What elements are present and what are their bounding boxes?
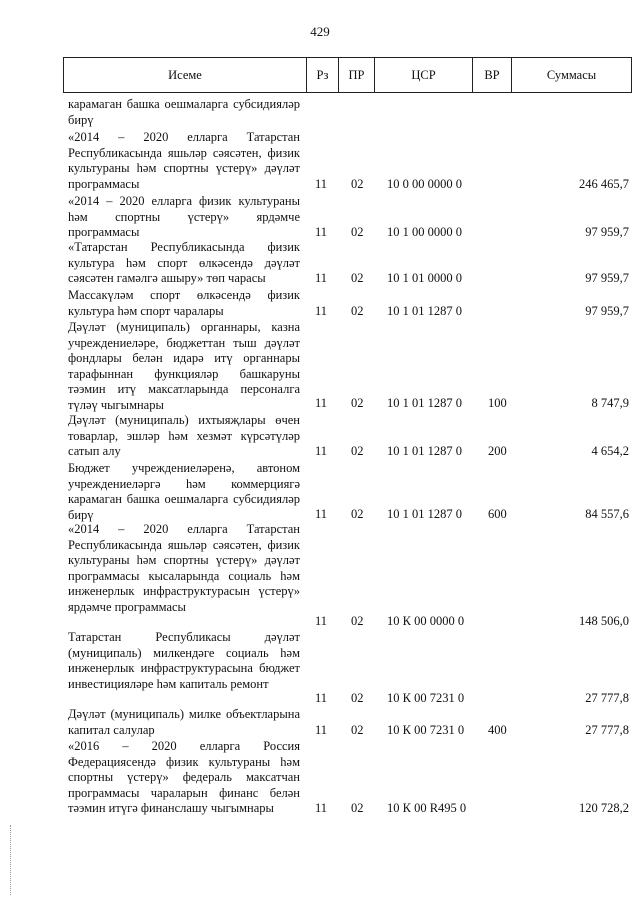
table-row — [63, 707, 632, 738]
row-csr: 10 К 00 0000 0 — [387, 613, 465, 628]
header-name: Исеме — [64, 58, 307, 92]
row-csr: 10 0 00 0000 0 — [387, 176, 462, 191]
row-name: карамаган башка оешмаларга субсидияләр бирү — [68, 97, 300, 127]
row-csr: 10 1 01 1287 0 — [387, 443, 462, 458]
row-pr: 02 — [351, 443, 364, 458]
table-row — [63, 130, 632, 192]
row-sum: 246 465,7 — [579, 176, 629, 191]
row-name: «2014 – 2020 елларга Татарстан Республикасында яшьләр сәясәтен, физик культураны һәм спортны үстерү» дәүләт программасы — [68, 130, 300, 191]
row-pr: 02 — [351, 690, 364, 705]
row-rz: 11 — [315, 506, 328, 521]
table-row — [63, 413, 632, 459]
row-sum: 27 777,8 — [585, 690, 629, 705]
row-sum: 97 959,7 — [585, 270, 629, 285]
row-csr: 10 1 01 1287 0 — [387, 395, 462, 410]
row-name: Массакүләм спорт өлкәсендә физик культура һәм спорт чаралары — [68, 288, 300, 318]
row-sum: 27 777,8 — [585, 722, 629, 737]
row-pr: 02 — [351, 395, 364, 410]
row-name: Дәүләт (муниципаль) ихтыяҗлары өчен товарлар, эшләр һәм хезмәт күрсәтүләр сатып алу — [68, 413, 300, 458]
row-csr: 10 1 01 1287 0 — [387, 303, 462, 318]
table-row — [63, 630, 632, 706]
row-pr: 02 — [351, 800, 364, 815]
row-sum: 8 747,9 — [591, 395, 629, 410]
row-pr: 02 — [351, 303, 364, 318]
table-row — [63, 240, 632, 286]
table-row — [63, 522, 632, 629]
row-name: Дәүләт (муниципаль) органнары, казна учреждениеләре, бюджеттан тыш дәүләт фондлары белән идарә итү органнары тарафыннан функцияләр башкаруны тәэмин итү максатларында персоналга түләү чыгымнары — [68, 320, 300, 412]
row-csr: 10 1 00 0000 0 — [387, 224, 462, 239]
row-name: «2014 – 2020 елларга Татарстан Республикасында яшьләр сәясәтен, физик культураны һәм спортны үстерү» дәүләт программасы кысаларында социаль һәм инженерлык инфраструктурасын үстерү» ярдәмче программасы — [68, 522, 300, 614]
page-number: 429 — [310, 24, 330, 39]
table-row — [63, 320, 632, 411]
margin-dotted-line — [10, 825, 13, 895]
row-name: Дәүләт (муниципаль) милке объектларына капитал салулар — [68, 707, 300, 737]
row-csr: 10 1 01 0000 0 — [387, 270, 462, 285]
row-vr: 600 — [488, 506, 507, 521]
row-csr: 10 К 00 7231 0 — [387, 722, 465, 737]
header-csr: ЦСР — [375, 58, 473, 92]
table-row — [63, 288, 632, 319]
row-rz: 11 — [315, 613, 328, 628]
header-sum: Суммасы — [546, 67, 597, 82]
row-csr: 10 К 00 R495 0 — [387, 800, 467, 815]
row-pr: 02 — [351, 270, 364, 285]
table-row — [63, 194, 632, 240]
table-row — [63, 461, 632, 522]
table-row — [63, 97, 632, 128]
row-csr: 10 1 01 1287 0 — [387, 506, 462, 521]
row-pr: 02 — [351, 613, 364, 628]
row-vr: 200 — [488, 443, 507, 458]
row-sum: 97 959,7 — [585, 224, 629, 239]
row-sum: 120 728,2 — [579, 800, 629, 815]
table-row — [63, 739, 632, 816]
row-sum: 84 557,6 — [585, 506, 629, 521]
row-vr: 100 — [488, 395, 507, 410]
row-rz: 11 — [315, 443, 328, 458]
row-name: «2014 – 2020 елларга физик культураны һәм спортны үстерү» ярдәмче программасы — [68, 194, 300, 239]
row-rz: 11 — [315, 800, 328, 815]
row-rz: 11 — [315, 690, 328, 705]
header-rz: Рз — [307, 58, 339, 92]
header-pr: ПР — [339, 58, 375, 92]
row-pr: 02 — [351, 224, 364, 239]
row-rz: 11 — [315, 176, 328, 191]
row-rz: 11 — [315, 303, 328, 318]
row-name: Татарстан Республикасы дәүләт (муниципаль) милкендәге социаль һәм инженерлык инфраструктурасына бюджет инвестицияләре һәм капиталь ремонт — [68, 630, 300, 691]
header-vr: ВР — [473, 58, 512, 92]
row-pr: 02 — [351, 722, 364, 737]
row-name: Бюджет учреждениеләренә, автоном учреждениеләргә һәм коммерциягә карамаган башка оешмаларга субсидияләр бирү — [68, 461, 300, 522]
row-rz: 11 — [315, 395, 328, 410]
row-sum: 4 654,2 — [591, 443, 629, 458]
row-vr: 400 — [488, 722, 507, 737]
row-pr: 02 — [351, 506, 364, 521]
row-rz: 11 — [315, 722, 328, 737]
row-rz: 11 — [315, 224, 328, 239]
row-sum: 97 959,7 — [585, 303, 629, 318]
row-name: «Татарстан Республикасында физик культура һәм спорт өлкәсендә дәүләт сәясәтен гамәлгә ашыру» төп чарасы — [68, 240, 300, 285]
row-csr: 10 К 00 7231 0 — [387, 690, 465, 705]
row-sum: 148 506,0 — [579, 613, 629, 628]
row-name: «2016 – 2020 елларга Россия Федерациясендә физик культураны һәм спортны үстерү» федераль максатчан программасы чараларын финанс белән тәэмин итүгә финанслашу чыгымнары — [68, 739, 300, 815]
row-pr: 02 — [351, 176, 364, 191]
table-header — [63, 57, 632, 93]
row-rz: 11 — [315, 270, 328, 285]
